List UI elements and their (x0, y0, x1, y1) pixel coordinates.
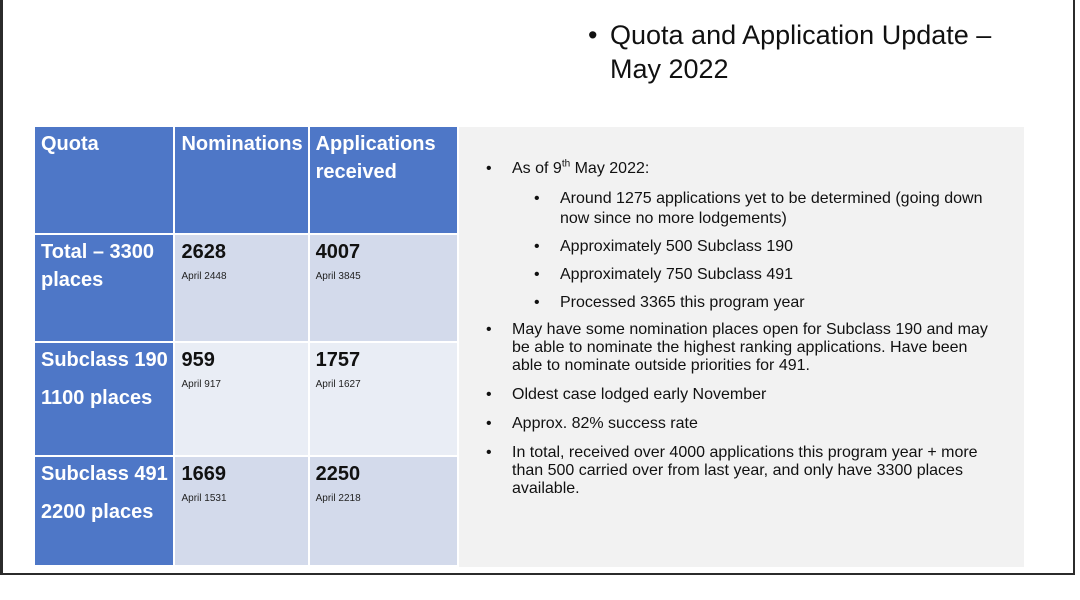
note-subitem: • Processed 3365 this program year (484, 293, 994, 313)
as-of-superscript: th (561, 158, 571, 170)
applications-value: 4007 (315, 241, 361, 263)
table-header-row (35, 127, 459, 235)
note-item: • Oldest case lodged early November (484, 386, 994, 404)
nominations-value: 1669 (181, 463, 226, 485)
table-row-subclass-190 (35, 343, 459, 457)
note-subitem: • Around 1275 applications yet to be determined (going down now since no more lodgements) (484, 189, 994, 229)
note-item: • In total, received over 4000 applications this program year + more than 500 carried over from last year, and only have 3300 places available. (484, 444, 994, 498)
quota-cell (35, 235, 175, 343)
applications-cell (310, 457, 459, 567)
notes-list (484, 160, 994, 509)
as-of-prefix: As of 9 (512, 160, 562, 177)
nominations-previous: April 2448 (181, 271, 227, 282)
quota-places: 1100 places (41, 387, 153, 409)
slide-title (588, 18, 1048, 86)
nominations-cell (175, 235, 309, 343)
table-row-total (35, 235, 459, 343)
nominations-cell (175, 343, 309, 457)
nominations-value: 2628 (181, 241, 226, 263)
quota-cell (35, 457, 175, 567)
applications-previous: April 2218 (315, 493, 361, 504)
quota-label: Subclass 491 (41, 463, 168, 485)
applications-value: 1757 (315, 349, 361, 371)
header-applications: Applications received (310, 127, 459, 235)
header-nominations: Nominations (175, 127, 309, 235)
as-of-suffix: May 2022: (570, 160, 650, 177)
note-subitem: • Approximately 750 Subclass 491 (484, 265, 994, 285)
applications-previous: April 3845 (315, 271, 361, 282)
note-subitem: • Approximately 500 Subclass 190 (484, 237, 994, 257)
nominations-value: 959 (181, 349, 215, 371)
quota-cell (35, 343, 175, 457)
title-bullet: • (588, 20, 598, 50)
table-row-subclass-491 (35, 457, 459, 567)
applications-value: 2250 (315, 463, 361, 485)
note-as-of (484, 160, 994, 178)
note-item: • May have some nomination places open for Subclass 190 and may be able to nominate the highest ranking applications. Have been able to nominate outside priorities for 491. (484, 321, 994, 375)
header-quota: Quota (35, 127, 175, 235)
nominations-cell (175, 457, 309, 567)
quota-places: places (41, 269, 104, 291)
quota-label: Total – 3300 (41, 241, 155, 263)
nominations-previous: April 1531 (181, 493, 227, 504)
quota-label: Subclass 190 (41, 349, 168, 371)
applications-cell (310, 343, 459, 457)
title-text: Quota and Application Update – May 2022 (610, 20, 992, 84)
quota-table (35, 127, 459, 567)
applications-cell (310, 235, 459, 343)
note-item: • Approx. 82% success rate (484, 415, 994, 433)
nominations-previous: April 917 (181, 379, 221, 390)
quota-places: 2200 places (41, 501, 154, 523)
applications-previous: April 1627 (315, 379, 361, 390)
